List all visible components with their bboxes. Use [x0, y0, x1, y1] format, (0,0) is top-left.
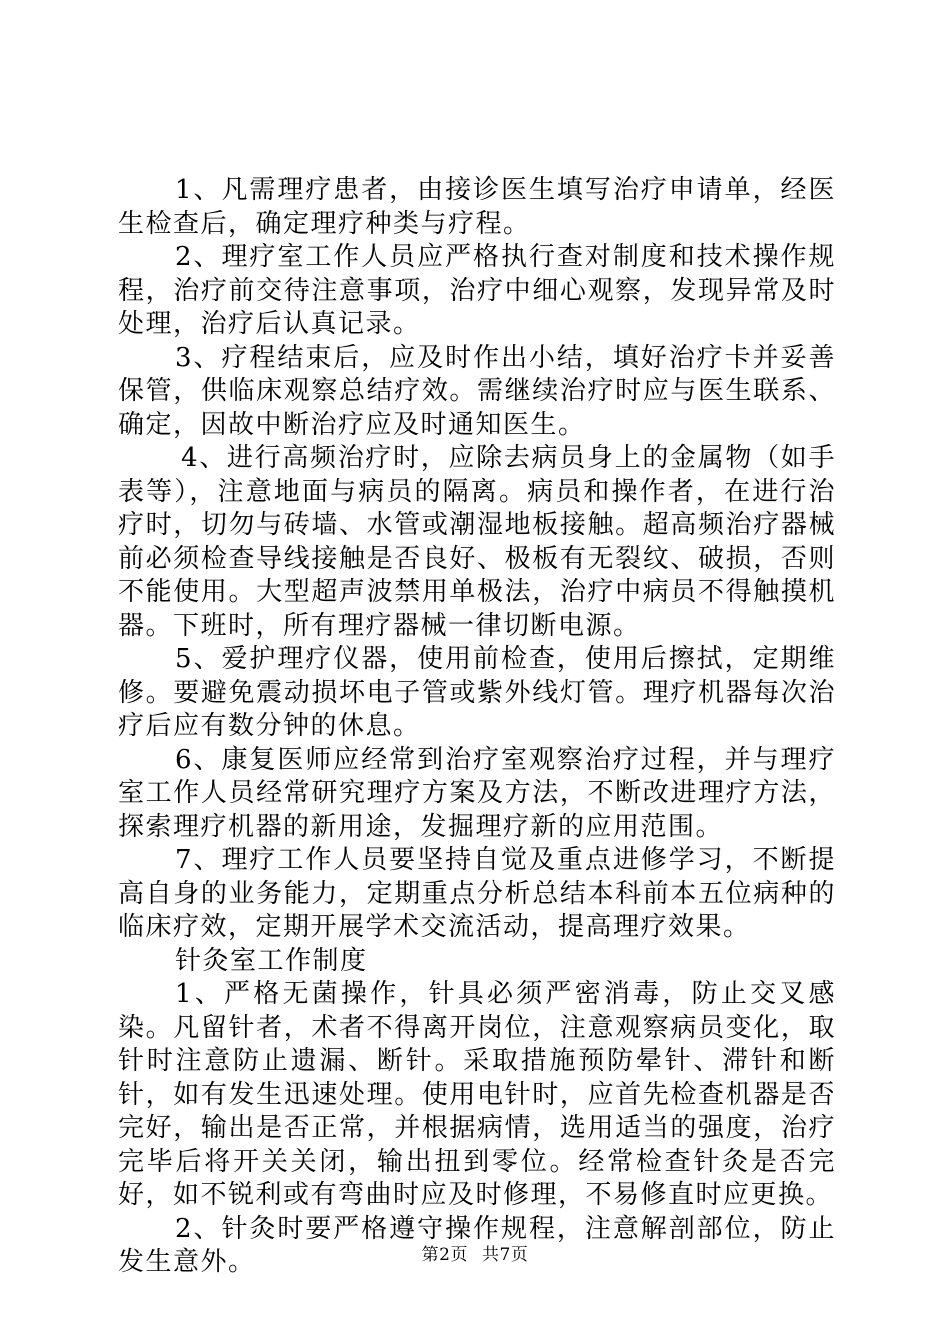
paragraph-physio-rule-4: 4、进行高频治疗时，应除去病员身上的金属物（如手表等），注意地面与病员的隔离。病员和操作者，在进行治疗时，切勿与砖墙、水管或潮湿地板接触。超高频治疗器械前必须检查导线接触是否良好、极板有无裂纹、破损，否则不能使用。大型超声波禁用单极法，治疗中病员不得触摸机器。下班时，所有理疗器械一律切断电源。 — [118, 443, 836, 641]
page-footer — [0, 1243, 950, 1267]
paragraph-physio-rule-7: 7、理疗工作人员要坚持自觉及重点进修学习，不断提高自身的业务能力，定期重点分析总结本科前本五位病种的临床疗效，定期开展学术交流活动，提高理疗效果。 — [118, 845, 836, 942]
page-number-total: 共7页 — [482, 1245, 529, 1265]
page-number-current: 第2页 — [421, 1245, 468, 1265]
section-heading-acupuncture: 针灸室工作制度 — [175, 945, 368, 976]
document-body — [118, 174, 836, 1280]
paragraph-physio-rule-6: 6、康复医师应经常到治疗室观察治疗过程，并与理疗室工作人员经常研究理疗方案及方法，不断改进理疗方法，探索理疗机器的新用途，发掘理疗新的应用范围。 — [118, 744, 836, 842]
paragraph-acupuncture-rule-2: 2、针灸时要严格遵守操作规程，注意解剖部位，防止发生意外。 — [118, 1213, 836, 1277]
paragraph-acupuncture-rule-1: 1、严格无菌操作，针具必须严密消毒，防止交叉感染。凡留针者，术者不得离开岗位，注意观察病员变化，取针时注意防止遗漏、断针。采取措施预防晕针、滞针和断针，如有发生迅速处理。使用电针时，应首先检查机器是否完好，输出是否正常，并根据病情，选用适当的强度，治疗完毕后将开关关闭，输出扭到零位。经常检查针灸是否完好，如不锐利或有弯曲时应及时修理，不易修直时应更换。 — [118, 979, 836, 1210]
paragraph-physio-rule-1: 1、凡需理疗患者，由接诊医生填写治疗申请单，经医生检查后，确定理疗种类与疗程。 — [118, 175, 836, 239]
paragraph-physio-rule-3: 3、疗程结束后，应及时作出小结，填好治疗卡并妥善保管，供临床观察总结疗效。需继续治疗时应与医生联系、确定，因故中断治疗应及时通知医生。 — [118, 342, 836, 440]
paragraph-physio-rule-5: 5、爱护理疗仪器，使用前检查，使用后擦拭，定期维修。要避免震动损坏电子管或紫外线灯管。理疗机器每次治疗后应有数分钟的休息。 — [118, 644, 836, 741]
paragraph-physio-rule-2: 2、理疗室工作人员应严格执行查对制度和技术操作规程，治疗前交待注意事项，治疗中细心观察，发现异常及时处理，治疗后认真记录。 — [118, 242, 836, 339]
